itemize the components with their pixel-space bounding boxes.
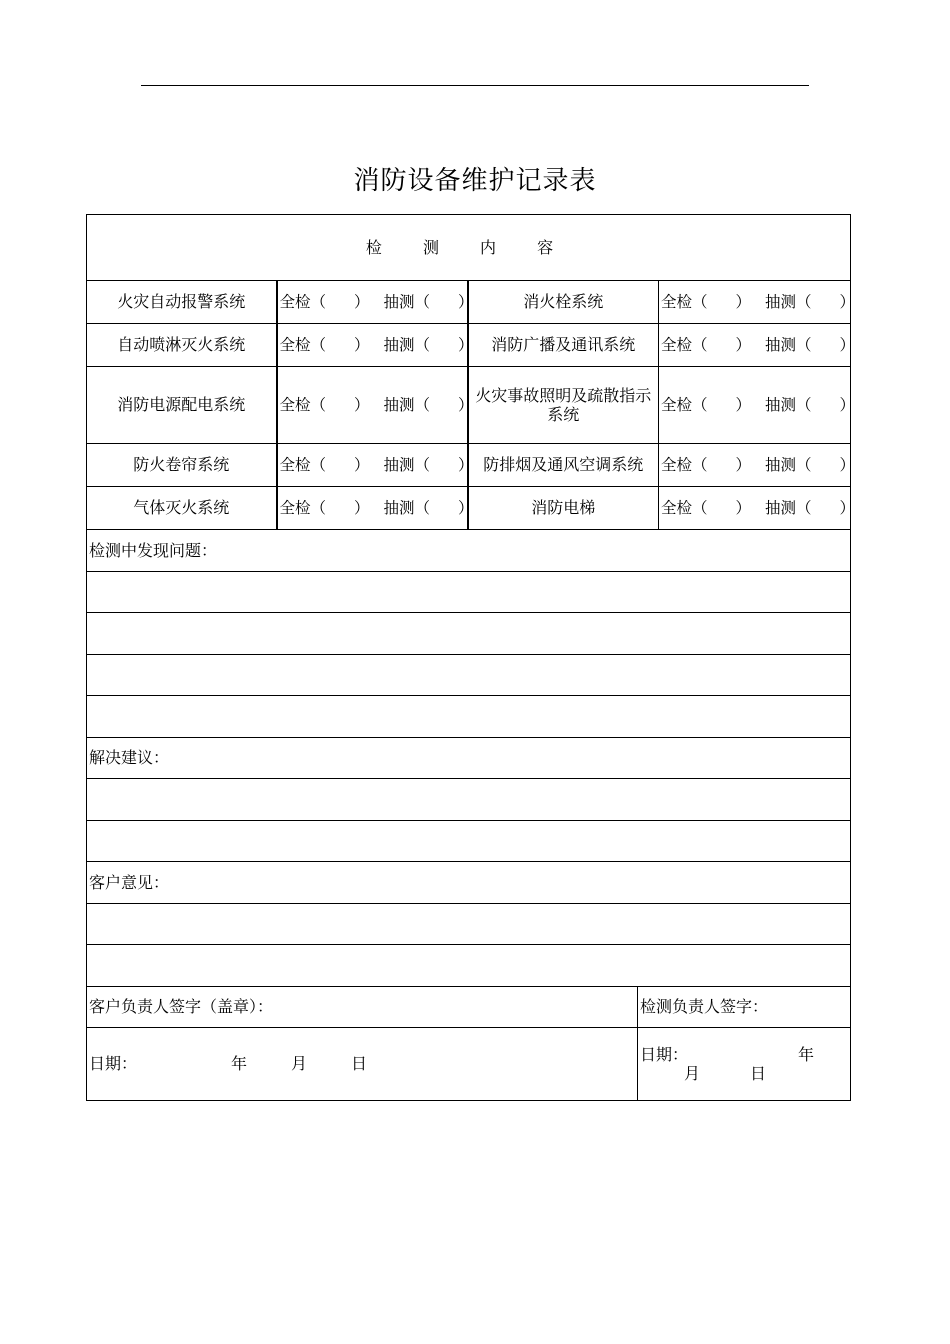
sample-check-label: 抽测（	[765, 455, 812, 474]
sample-check-label: 抽测（	[765, 335, 812, 354]
system-name-right: 消防广播及通讯系统	[468, 324, 659, 367]
sample-check-close: ）	[839, 455, 856, 474]
date-day: 日	[351, 1054, 368, 1074]
system-name-left: 气体灭火系统	[87, 487, 277, 530]
customer-opinion-label: 客户意见：	[87, 862, 851, 904]
full-check-close: ）	[735, 292, 752, 311]
check-options[interactable]	[277, 281, 474, 324]
system-name-left: 火灾自动报警系统	[87, 281, 277, 324]
system-row	[87, 367, 851, 444]
full-check-close: ）	[354, 395, 370, 414]
full-check-close: ）	[735, 335, 752, 354]
sample-check-label: 抽测（	[383, 498, 431, 517]
system-row	[87, 281, 851, 324]
sample-check-close: ）	[839, 292, 856, 311]
system-row	[87, 444, 851, 487]
problems-input-line[interactable]	[87, 572, 851, 613]
system-name-right-line1: 火灾事故照明及疏散指示	[475, 385, 652, 405]
sample-check-close: ）	[839, 498, 856, 517]
maintenance-record-form	[86, 214, 856, 1101]
inspector-signature-label[interactable]: 检测负责人签字：	[638, 987, 851, 1028]
system-name-right	[468, 367, 659, 444]
full-check-label: 全检（	[279, 395, 327, 414]
check-options[interactable]	[659, 324, 856, 367]
full-check-close: ）	[354, 455, 370, 474]
full-check-label: 全检（	[279, 292, 327, 311]
problems-label: 检测中发现问题：	[87, 530, 851, 572]
full-check-close: ）	[354, 335, 370, 354]
problems-input-line[interactable]	[87, 613, 851, 655]
check-options[interactable]	[277, 367, 474, 444]
system-name-left: 消防电源配电系统	[87, 367, 277, 444]
sample-check-close: ）	[839, 395, 856, 414]
full-check-label: 全检（	[661, 395, 708, 414]
page-title: 消防设备维护记录表	[353, 166, 597, 196]
problems-input-line[interactable]	[87, 696, 851, 738]
sample-check-label: 抽测（	[383, 455, 431, 474]
system-row	[87, 324, 851, 367]
system-name-right-line2: 系统	[547, 405, 580, 424]
date-label: 日期：	[89, 1054, 138, 1074]
date-year: 年	[798, 1044, 815, 1064]
full-check-label: 全检（	[279, 335, 327, 354]
sample-check-label: 抽测（	[765, 292, 812, 311]
full-check-label: 全检（	[661, 292, 708, 311]
system-name-left: 防火卷帘系统	[87, 444, 277, 487]
full-check-label: 全检（	[279, 498, 327, 517]
system-name-right: 防排烟及通风空调系统	[468, 444, 659, 487]
check-options[interactable]	[659, 444, 856, 487]
problems-input-line[interactable]	[87, 655, 851, 696]
check-options[interactable]	[659, 281, 856, 324]
sample-check-close: ）	[458, 292, 474, 311]
date-day: 日	[750, 1064, 767, 1083]
check-options[interactable]	[277, 487, 474, 530]
full-check-label: 全检（	[661, 455, 708, 474]
check-options[interactable]	[659, 487, 856, 530]
header-rule	[141, 85, 809, 86]
check-options[interactable]	[277, 324, 474, 367]
sample-check-close: ）	[458, 335, 474, 354]
sample-check-close: ）	[839, 335, 856, 354]
inspector-date[interactable]	[638, 1028, 851, 1101]
suggestions-label: 解决建议：	[87, 738, 851, 779]
full-check-close: ）	[735, 498, 752, 517]
full-check-label: 全检（	[661, 498, 708, 517]
sample-check-label: 抽测（	[383, 292, 431, 311]
full-check-label: 全检（	[279, 455, 327, 474]
check-options[interactable]	[659, 367, 856, 444]
customer-opinion-input-line[interactable]	[87, 904, 851, 945]
sample-check-label: 抽测（	[765, 498, 812, 517]
system-name-left: 自动喷淋灭火系统	[87, 324, 277, 367]
sample-check-label: 抽测（	[765, 395, 812, 414]
customer-signature-label[interactable]: 客户负责人签字（盖章）：	[87, 987, 638, 1028]
full-check-close: ）	[354, 498, 370, 517]
suggestions-input-line[interactable]	[87, 821, 851, 862]
date-month: 月	[684, 1064, 701, 1083]
date-label: 日期：	[640, 1044, 689, 1064]
check-options[interactable]	[277, 444, 474, 487]
date-year: 年	[231, 1054, 248, 1074]
sample-check-label: 抽测（	[383, 335, 431, 354]
sample-check-close: ）	[458, 455, 474, 474]
full-check-close: ）	[354, 292, 370, 311]
sample-check-label: 抽测（	[383, 395, 431, 414]
section-header-text: 检 测 内 容	[365, 237, 572, 257]
system-name-right: 消防电梯	[468, 487, 659, 530]
sample-check-close: ）	[458, 395, 474, 414]
suggestions-input-line[interactable]	[87, 779, 851, 821]
full-check-close: ）	[735, 455, 752, 474]
full-check-close: ）	[735, 395, 752, 414]
system-row	[87, 487, 851, 530]
date-month: 月	[291, 1054, 308, 1074]
sample-check-close: ）	[458, 498, 474, 517]
system-name-right: 消火栓系统	[468, 281, 659, 324]
section-header	[87, 215, 851, 281]
customer-opinion-input-line[interactable]	[87, 945, 851, 987]
full-check-label: 全检（	[661, 335, 708, 354]
customer-date[interactable]	[87, 1028, 638, 1101]
